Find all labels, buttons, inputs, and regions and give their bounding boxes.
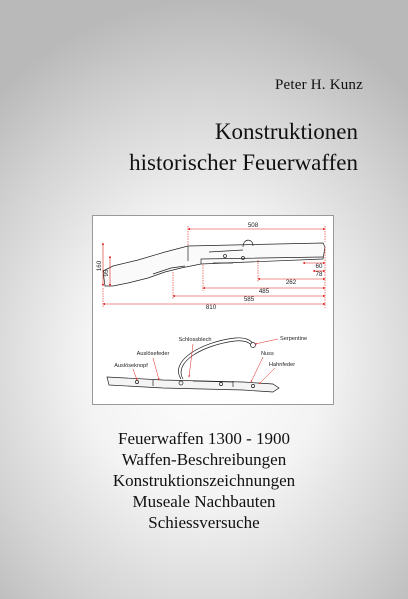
part-labels [114, 336, 307, 369]
label-ausloesefeder: Auslösefeder [136, 351, 170, 357]
label-nuss: Nuss [261, 351, 274, 357]
dim-78: 78 [315, 271, 323, 278]
book-title [129, 116, 358, 178]
drawing-svg [93, 216, 333, 404]
dim-810: 810 [205, 304, 217, 311]
label-hahnfeder: Hahnfeder [269, 362, 296, 368]
title-line-1: Konstruktionen [214, 119, 358, 144]
subject-item: Feuerwaffen 1300 - 1900 [117, 429, 290, 448]
title-line-2: historischer Feuerwaffen [129, 150, 358, 175]
subject-item: Konstruktionszeichnungen [112, 471, 296, 490]
dim-508: 508 [247, 222, 259, 229]
dim-160: 160 [96, 260, 103, 272]
subject-item: Waffen-Beschreibungen [121, 450, 287, 469]
label-schlossblech: Schlossblech [178, 337, 212, 343]
dim-485: 485 [258, 288, 270, 295]
technical-drawing [92, 215, 334, 405]
subject-list [0, 428, 408, 533]
label-ausloeseknopf: Auslöseknopf [114, 363, 148, 369]
dim-95: 95 [103, 269, 110, 277]
author-name: Peter H. Kunz [275, 77, 363, 93]
dim-262: 262 [285, 279, 297, 286]
subject-item: Museale Nachbauten [132, 492, 276, 511]
dim-585: 585 [243, 296, 255, 303]
label-serpentine: Serpentine [280, 336, 308, 342]
dim-60: 60 [315, 263, 323, 270]
subject-item: Schiessversuche [148, 513, 260, 532]
part-leader-lines [133, 339, 278, 384]
